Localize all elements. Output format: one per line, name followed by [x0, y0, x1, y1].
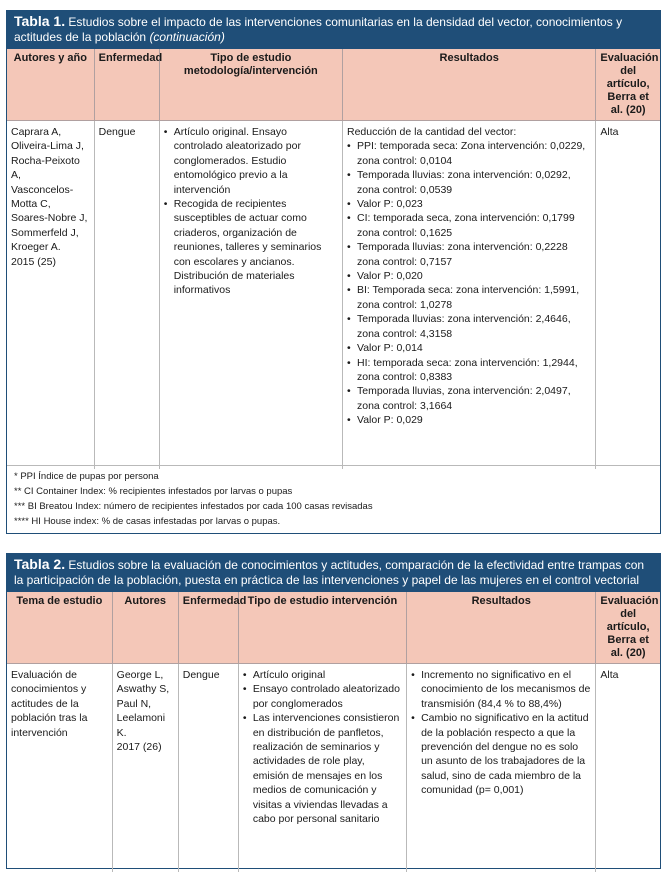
cell-results — [342, 121, 595, 470]
author-line: Caprara A, — [11, 126, 62, 138]
table-2-grid — [7, 592, 660, 872]
header-authors: Autores — [112, 592, 178, 664]
list-item: • Temporada lluvias: zona intervención: 0,2228 zona control: 0,7157 — [357, 240, 591, 269]
author-line: Motta C, — [11, 198, 51, 211]
header-study-type: Tipo de estudio metodología/intervención — [159, 49, 342, 121]
author-line: George L, — [116, 669, 164, 681]
header-evaluation: Evaluación del artículo, Berra et al. (20) — [596, 592, 660, 664]
table-1-title-cont: (continuación) — [149, 30, 225, 44]
table-1-label: Tabla 1. — [14, 13, 66, 29]
cell-study-type — [238, 664, 406, 873]
cell-authors — [7, 121, 94, 470]
list-item: • Temporada lluvias: zona intervención: 0,0292, zona control: 0,0539 — [357, 168, 591, 197]
footnote: * PPI Índice de pupas por persona — [14, 471, 159, 482]
author-line: Kroeger A. — [11, 241, 61, 254]
footnote: **** HI House index: % de casas infestadas por larvas o pupas. — [14, 516, 281, 527]
table-1-title-text: Estudios sobre el impacto de las intervenciones comunitarias en la densidad del vector, conocimientos y actitudes de la población — [14, 15, 623, 44]
header-results: Resultados — [407, 592, 596, 664]
header-topic: Tema de estudio — [7, 592, 112, 664]
table-1-footnotes — [7, 465, 660, 533]
list-item: • Las intervenciones consistieron en distribución de panfletos, realización de seminarios y actividades de role play, emisión de mensajes en los medios de comunicación y visitas a viviendas llevadas a cabo por personal sanitario — [253, 711, 402, 826]
footnote: ** CI Container Index: % recipientes infestados por larvas o pupas — [14, 486, 293, 497]
author-line: Sommerfeld J, — [11, 226, 79, 239]
cell-study-type — [159, 121, 342, 470]
header-disease: Enfermedad — [94, 49, 159, 121]
author-line: Rocha-Peixoto A, — [11, 154, 80, 182]
cell-results — [407, 664, 596, 873]
list-item: • Ensayo controlado aleatorizado por conglomerados — [253, 682, 402, 711]
author-line: 2017 (26) — [116, 741, 162, 754]
footnote: *** BI Breatou Index: número de recipientes infestados por cada 100 casas revisadas — [14, 501, 373, 512]
author-line: Oliveira-Lima J, — [11, 140, 84, 153]
list-item: • Temporada lluvias, zona intervención: 2,0497, zona control: 3,1664 — [357, 384, 591, 413]
header-disease: Enfermedad — [178, 592, 238, 664]
list-item: • HI: temporada seca: zona intervención: 1,2944, zona control: 0,8383 — [357, 356, 591, 385]
cell-disease: Dengue — [94, 121, 159, 470]
header-results: Resultados — [342, 49, 595, 121]
list-item: • Valor P: 0,020 — [357, 269, 591, 283]
list-item: • PPI: temporada seca: Zona intervención: 0,0229, zona control: 0,0104 — [357, 139, 591, 168]
cell-evaluation: Alta — [600, 126, 619, 138]
list-item: • Valor P: 0,023 — [357, 197, 591, 211]
table-1 — [6, 10, 661, 534]
table-1-header-row — [7, 49, 660, 121]
table-2 — [6, 553, 661, 869]
author-line: Soares-Nobre J, — [11, 212, 88, 225]
list-item: • Artículo original. Ensayo controlado aleatorizado por conglomerados. Estudio entomológico previo a la intervención — [174, 125, 338, 197]
author-line: Leelamoni K. — [116, 712, 166, 739]
table-row — [7, 664, 660, 873]
results-intro: Reducción de la cantidad del vector: — [346, 126, 517, 138]
list-item: • Valor P: 0,029 — [357, 413, 591, 427]
list-item: • BI: Temporada seca: zona intervención: 1,5991, zona control: 1,0278 — [357, 283, 591, 312]
table-row — [7, 121, 660, 470]
table-1-grid — [7, 49, 660, 469]
table-2-title — [7, 554, 660, 592]
header-study-type: Tipo de estudio intervención — [238, 592, 406, 664]
author-line: Vasconcelos- — [11, 183, 74, 196]
cell-topic: Evaluación de conocimientos y actitudes de la población tras la intervención — [7, 664, 112, 873]
author-line: Aswathy S, — [116, 683, 170, 696]
author-line: 2015 (25) — [11, 255, 56, 268]
cell-authors — [112, 664, 178, 873]
list-item: • Temporada lluvias: zona intervención: 2,4646, zona control: 4,3158 — [357, 312, 591, 341]
table-1-title — [7, 11, 660, 49]
header-authors: Autores y año — [7, 49, 94, 121]
list-item: • Artículo original — [253, 668, 402, 682]
table-2-title-text: Estudios sobre la evaluación de conocimientos y actitudes, comparación de la efectividad entre trampas con la participación de la población, puesta en práctica de las intervenciones y papel de las mujeres en el control vectorial — [14, 558, 645, 587]
list-item: • Recogida de recipientes susceptibles de actuar como criaderos, organización de reuniones, talleres y seminarios con escolares y ancianos. Distribución de materiales informativos — [174, 197, 338, 298]
table-2-label: Tabla 2. — [14, 556, 66, 572]
cell-disease: Dengue — [178, 664, 238, 873]
author-line: Paul N, — [116, 697, 152, 710]
list-item: • Valor P: 0,014 — [357, 341, 591, 355]
list-item: • CI: temporada seca, zona intervención: 0,1799 zona control: 0,1625 — [357, 211, 591, 240]
list-item: • Incremento no significativo en el conocimiento de los mecanismos de transmisión (84,4 % to 88,4%) — [421, 668, 591, 711]
table-2-header-row — [7, 592, 660, 664]
cell-evaluation: Alta — [600, 669, 619, 681]
list-item: • Cambio no significativo en la actitud de la población respecto a que la prevención del dengue no es solo un asunto de los trabajadores de la salud, sino de cada miembro de la comunidad (p= 0,001) — [421, 711, 591, 797]
header-evaluation: Evaluación del artículo, Berra et al. (20) — [596, 49, 660, 121]
